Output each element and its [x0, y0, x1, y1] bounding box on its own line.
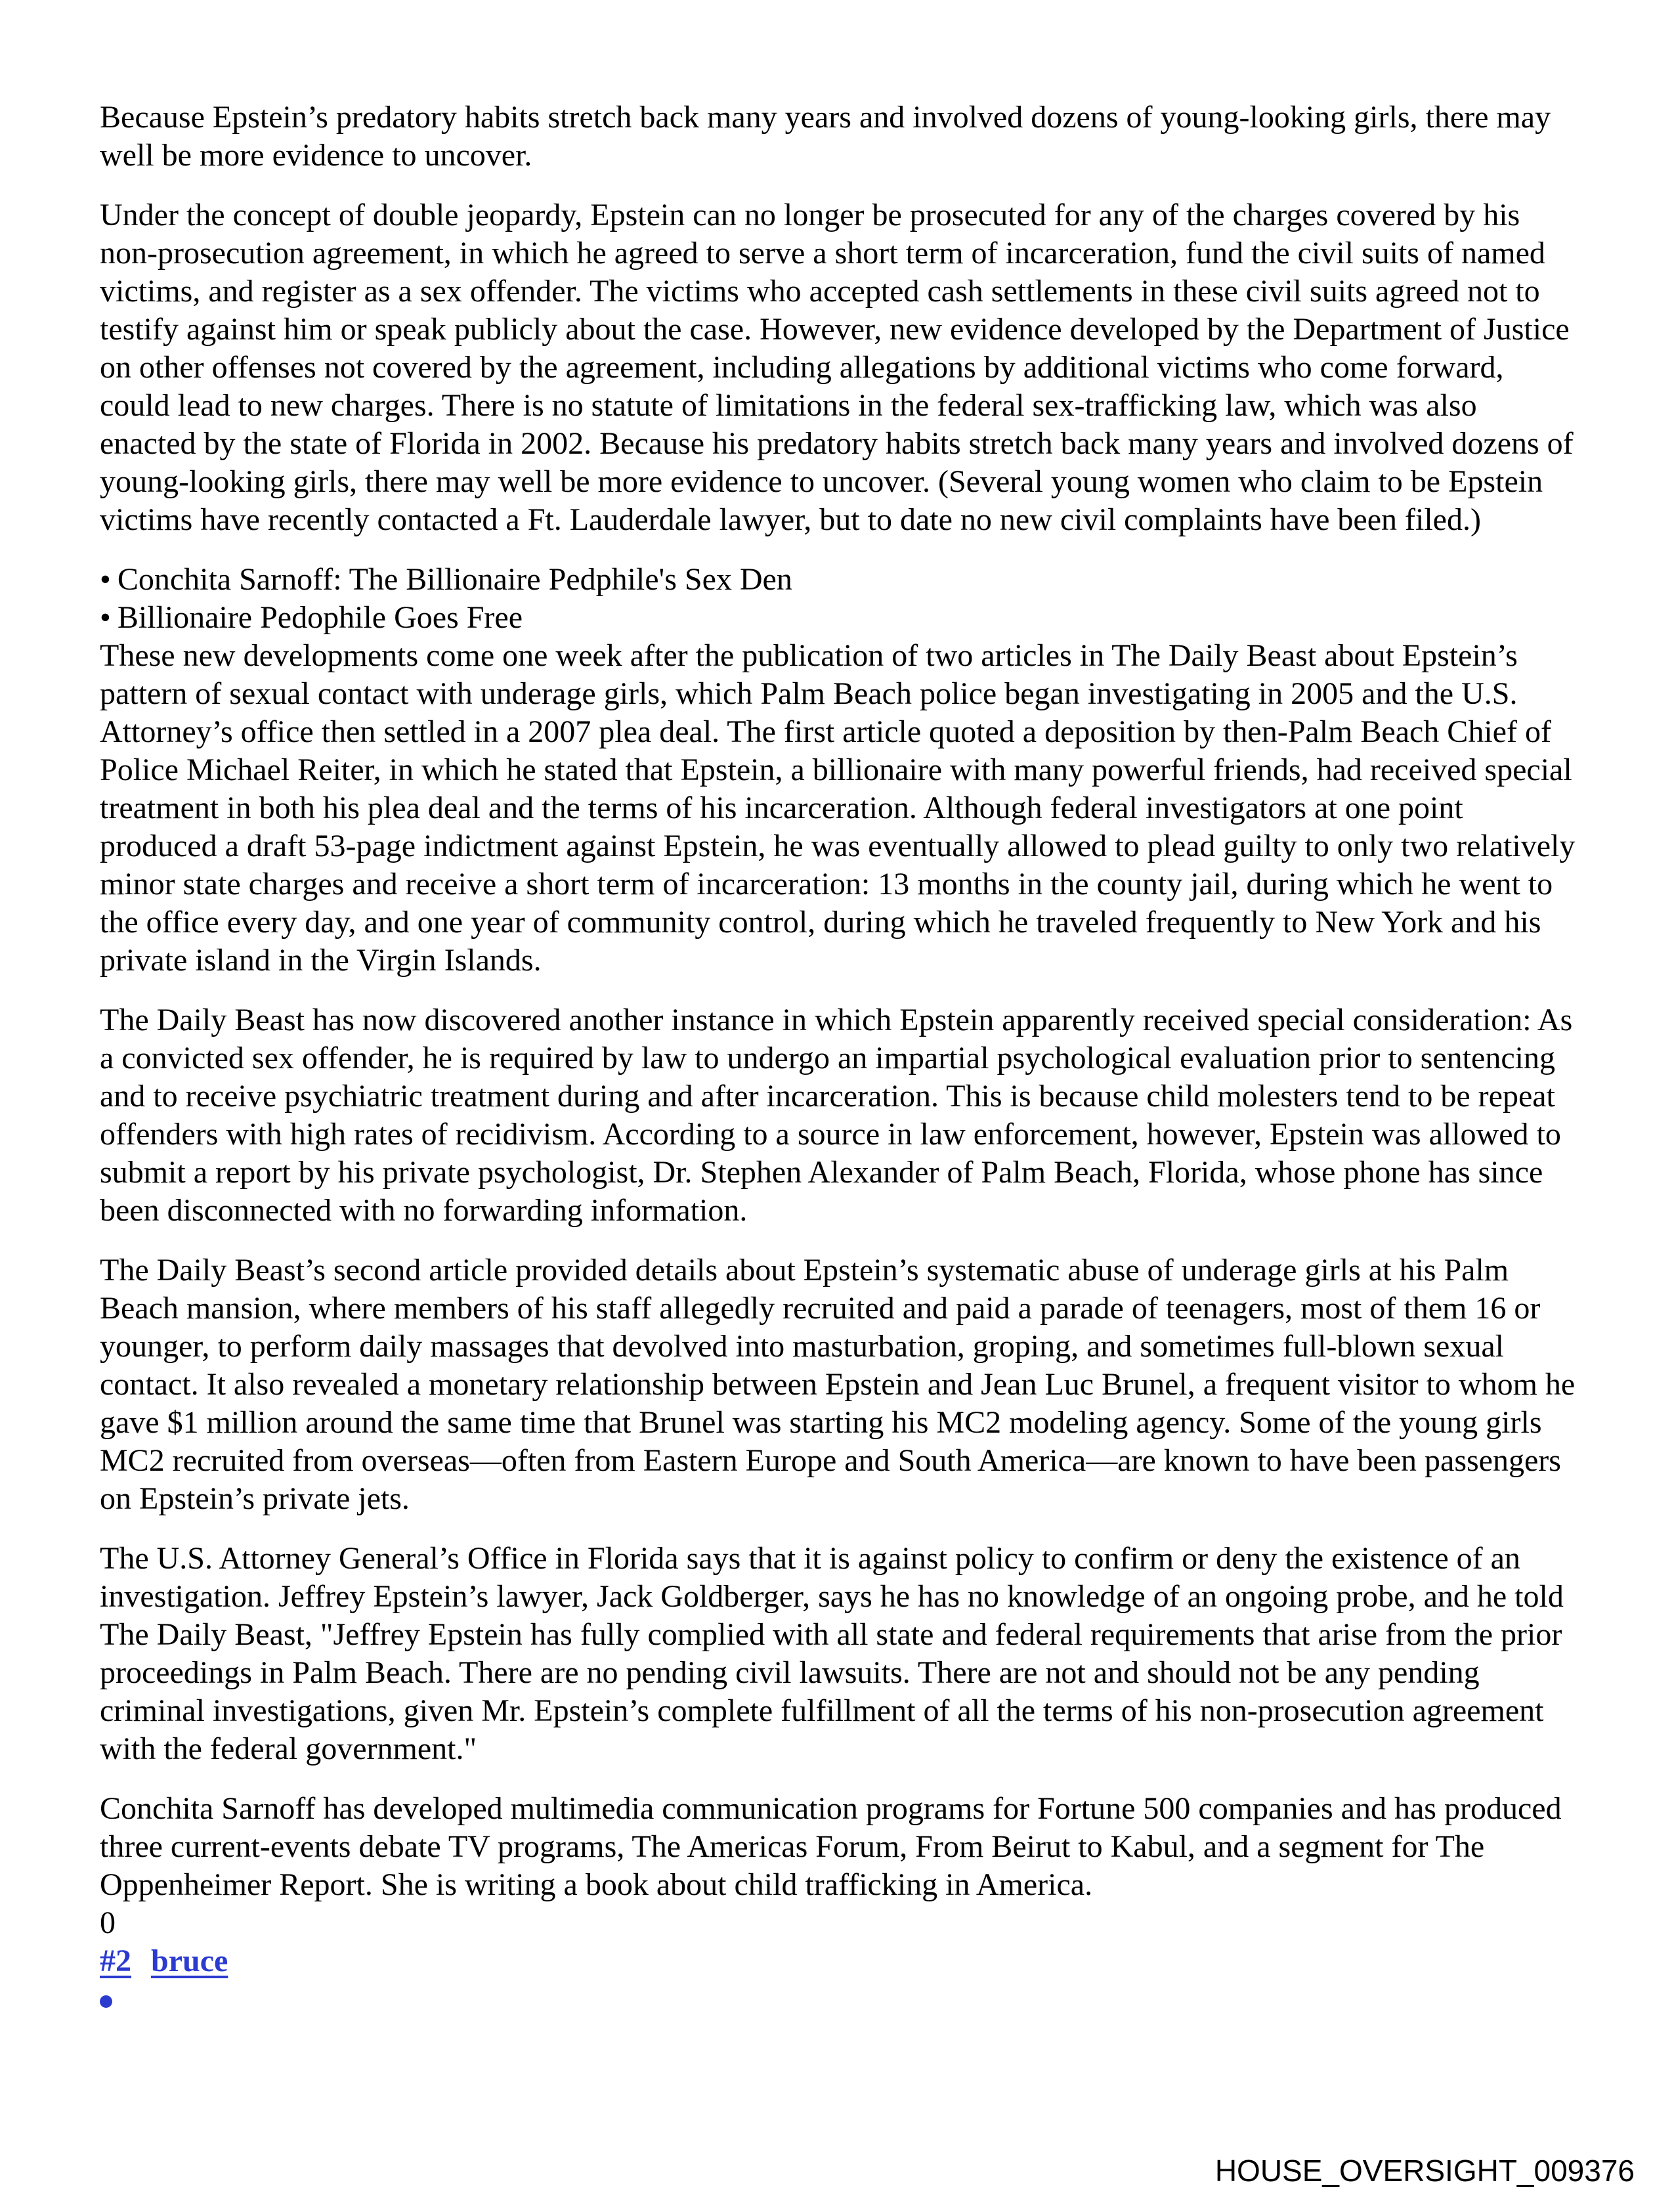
- paragraph-4: The Daily Beast has now discovered another instance in which Epstein apparently received special consideration: As a convicted sex offender, he is required by law to undergo an impartial psychological evaluation prior to sentencing and to receive psychiatric treatment during and after incarceration. This is because child molesters tend to be repeat offenders with high rates of recidivism. According to a source in law enforcement, however, Epstein was allowed to submit a report by his private psychologist, Dr. Stephen Alexander of Palm Beach, Florida, whose phone has since been disconnected with no forwarding information.: [100, 1003, 1573, 1228]
- bullet-icon: [100, 1995, 112, 2008]
- paragraph-7: Conchita Sarnoff has developed multimedia communication programs for Fortune 500 companies and has produced three current-events debate TV programs, The Americas Forum, From Beirut to Kabul, and a segment for The Oppenheimer Report. She is writing a book about child trafficking in America.: [100, 1791, 1562, 1902]
- bullet-icon: •: [100, 562, 111, 597]
- article-body: [100, 0, 1579, 2018]
- list-item: [100, 599, 1579, 637]
- paragraph-3: These new developments come one week after the publication of two articles in The Daily Beast about Epstein’s pattern of sexual contact with underage girls, which Palm Beach police began investigating in 2005 and the U.S. Attorney’s office then settled in a 2007 plea deal. The first article quoted a deposition by then-Palm Beach Chief of Police Michael Reiter, in which he stated that Epstein, a billionaire with many powerful friends, had received special treatment in both his plea deal and the terms of his incarceration. Although federal investigators at one point produced a draft 53-page indictment against Epstein, he was eventually allowed to plead guilty to only two relatively minor state charges and receive a short term of incarceration: 13 months in the county jail, during which he went to the office every day, and one year of community control, during which he traveled frequently to New York and his private island in the Virgin Islands.: [100, 638, 1576, 978]
- paragraph-1: Because Epstein’s predatory habits stretch back many years and involved dozens of young-looking girls, there may well be more evidence to uncover.: [100, 100, 1551, 173]
- comment-header: [100, 1942, 1579, 1980]
- paragraph-2: Under the concept of double jeopardy, Epstein can no longer be prosecuted for any of the charges covered by his non-prosecution agreement, in which he agreed to serve a short term of incarceration, fund the civil suits of named victims, and register as a sex offender. The victims who accepted cash settlements in these civil suits agreed not to testify against him or speak publicly about the case. However, new evidence developed by the Department of Justice on other offenses not covered by the agreement, including allegations by additional victims who come forward, could lead to new charges. There is no statute of limitations in the federal sex-trafficking law, which was also enacted by the state of Florida in 2002. Because his predatory habits stretch back many years and involved dozens of young-looking girls, there may well be more evidence to uncover. (Several young women who claim to be Epstein victims have recently contacted a Ft. Lauderdale lawyer, but to date no new civil complaints have been filed.): [100, 198, 1574, 537]
- comment-author-link[interactable]: bruce: [151, 1943, 228, 1978]
- comment-list-item: [100, 1980, 1579, 2018]
- list-item-text: Conchita Sarnoff: The Billionaire Pedphile's Sex Den: [117, 562, 792, 597]
- bates-stamp: HOUSE_OVERSIGHT_009376: [1214, 2154, 1635, 2188]
- list-item: [100, 561, 1579, 599]
- list-item-text: Billionaire Pedophile Goes Free: [117, 600, 523, 635]
- comment-number-link[interactable]: #2: [100, 1943, 131, 1978]
- bullet-icon: •: [100, 600, 111, 635]
- paragraph-5: The Daily Beast’s second article provided details about Epstein’s systematic abuse of underage girls at his Palm Beach mansion, where members of his staff allegedly recruited and paid a parade of teenagers, most of them 16 or younger, to perform daily massages that devolved into masturbation, groping, and sometimes full-blown sexual contact. It also revealed a monetary relationship between Epstein and Jean Luc Brunel, a frequent visitor to whom he gave $1 million around the same time that Brunel was starting his MC2 modeling agency. Some of the young girls MC2 recruited from overseas—often from Eastern Europe and South America—are known to have been passengers on Epstein’s private jets.: [100, 1253, 1576, 1516]
- vote-count: 0: [100, 1905, 116, 1940]
- paragraph-6: The U.S. Attorney General’s Office in Florida says that it is against policy to confirm or deny the existence of an investigation. Jeffrey Epstein’s lawyer, Jack Goldberger, says he has no knowledge of an ongoing probe, and he told The Daily Beast, "Jeffrey Epstein has fully complied with all state and federal requirements that arise from the prior proceedings in Palm Beach. There are no pending civil lawsuits. There are not and should not be any pending criminal investigations, given Mr. Epstein’s complete fulfillment of all the terms of his non-prosecution agreement with the federal government.": [100, 1541, 1564, 1766]
